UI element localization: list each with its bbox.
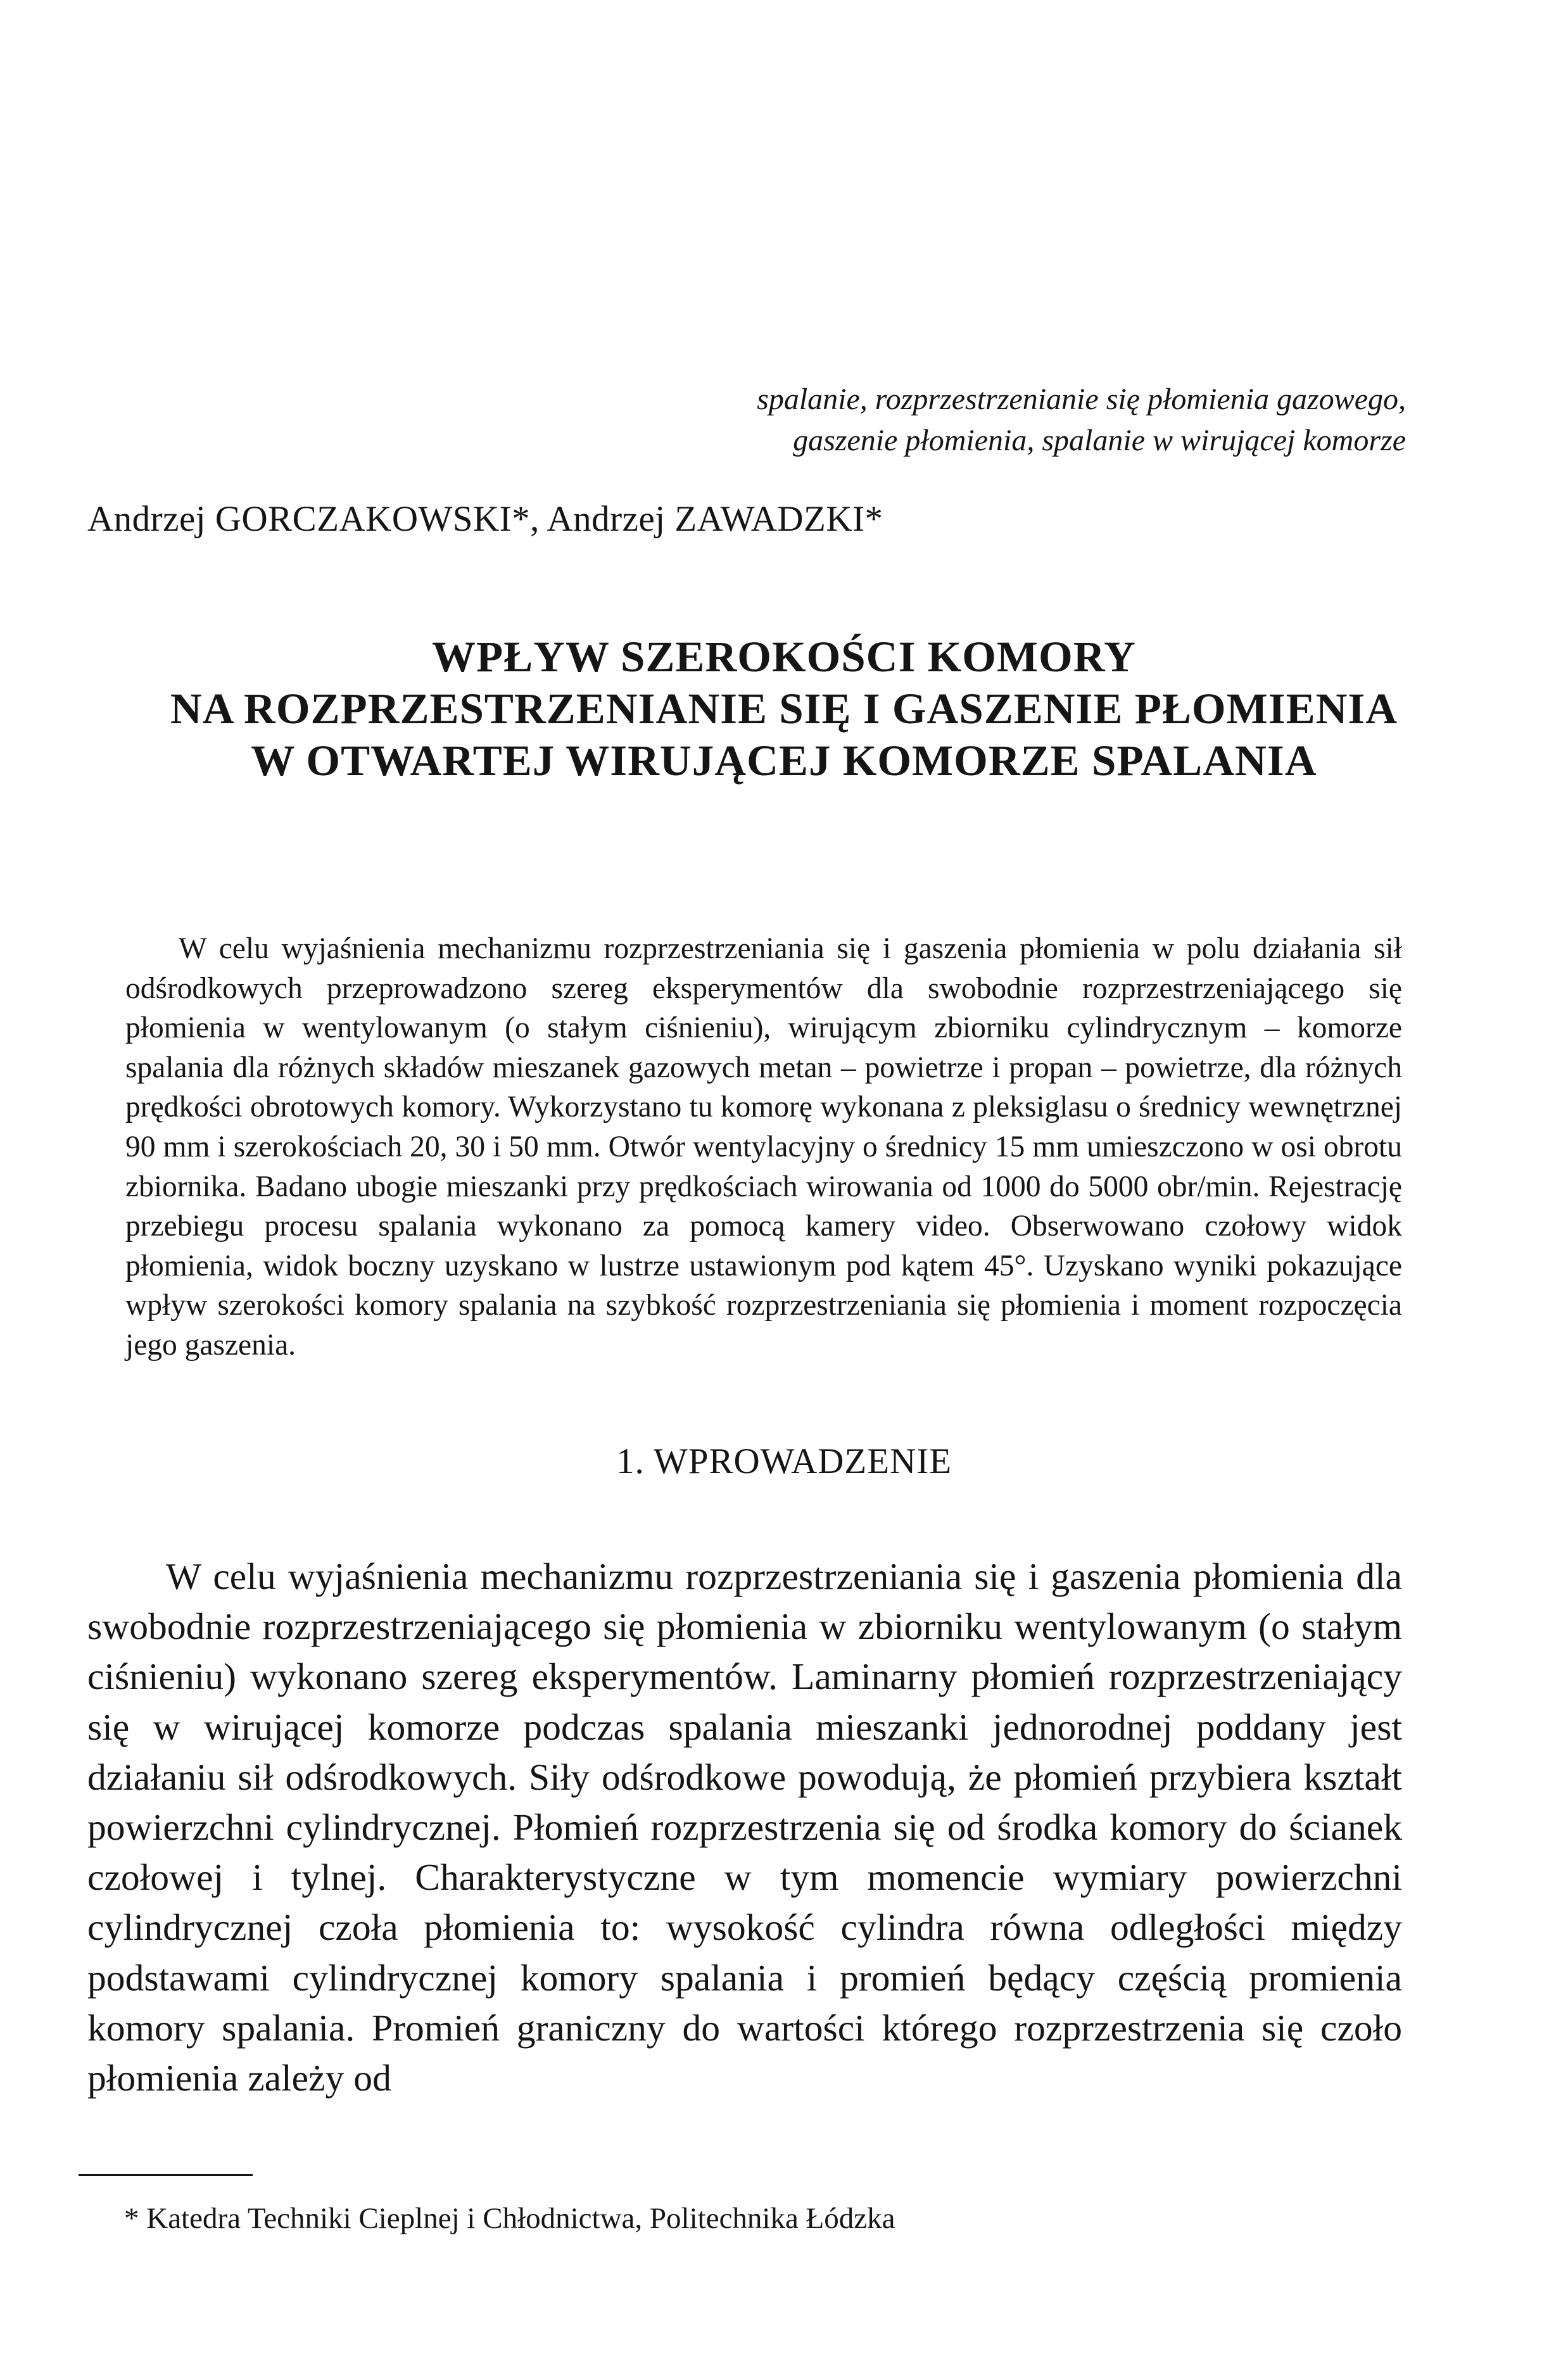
section-heading: 1. WPROWADZENIE	[616, 1441, 952, 1481]
title-line-3: W OTWARTEJ WIRUJĄCEJ KOMORZE SPALANIA	[251, 737, 1317, 785]
keywords-line-1: spalanie, rozprzestrzenianie się płomienia gazowego,	[757, 383, 1406, 416]
keywords-line-2: gaszenie płomienia, spalanie w wirującej komorze	[793, 424, 1406, 457]
title-line-1: WPŁYW SZEROKOŚCI KOMORY	[432, 633, 1136, 681]
abstract-text: W celu wyjaśnienia mechanizmu rozprzestrzeniania się i gaszenia płomienia w polu działania sił odśrodkowych przeprowadzono szereg eksperymentów dla swobodnie rozprzestrzeniającego się płomienia w wentylowanym (o stałym ciśnieniu), wirującym zbiorniku cylindrycznym – komorze spalania dla różnych składów mieszanek gazowych metan – powietrze i propan – powietrze, dla różnych prędkości obrotowych komory. Wykorzystano tu komorę wykonana z pleksiglasu o średnicy wewnętrznej 90 mm i szerokościach 20, 30 i 50 mm. Otwór wentylacyjny o średnicy 15 mm umieszczono w osi obrotu zbiornika. Badano ubogie mieszanki przy prędkościach wirowania od 1000 do 5000 obr/min. Rejestrację przebiegu procesu spalania wykonano za pomocą kamery video. Obserwowano czołowy widok płomienia, widok boczny uzyskano w lustrze ustawionym pod kątem 45°. Uzyskano wyniki pokazujące wpływ szerokości komory spalania na szybkość rozprzestrzeniania się płomienia i moment rozpoczęcia jego gaszenia.	[125, 932, 1402, 1362]
abstract	[125, 929, 1402, 1365]
footnote-divider	[79, 2174, 253, 2176]
footnote: * Katedra Techniki Cieplnej i Chłodnictwa, Politechnika Łódzka	[124, 2202, 895, 2235]
introduction-paragraph	[87, 1552, 1402, 2103]
authors: Andrzej GORCZAKOWSKI*, Andrzej ZAWADZKI*	[87, 499, 883, 539]
title-line-2: NA ROZPRZESTRZENIANIE SIĘ I GASZENIE PŁOMIENIA	[170, 685, 1398, 733]
introduction-text: W celu wyjaśnienia mechanizmu rozprzestrzeniania się i gaszenia płomienia dla swobodnie rozprzestrzeniającego się płomienia w zbiorniku wentylowanym (o stałym ciśnieniu) wykonano szereg eksperymentów. Laminarny płomień rozprzestrzeniający się w wirującej komorze podczas spalania mieszanki jednorodnej poddany jest działaniu sił odśrodkowych. Siły odśrodkowe powodują, że płomień przybiera kształt powierzchni cylindrycznej. Płomień rozprzestrzenia się od środka komory do ścianek czołowej i tylnej. Charakterystyczne w tym momencie wymiary powierzchni cylindrycznej czoła płomienia to: wysokość cylindra równa odległości między podstawami cylindrycznej komory spalania i promień będący częścią promienia komory spalania. Promień graniczny do wartości którego rozprzestrzenia się czoło płomienia zależy od	[87, 1555, 1402, 2099]
paper-title	[0, 631, 1568, 787]
keywords	[757, 379, 1406, 461]
